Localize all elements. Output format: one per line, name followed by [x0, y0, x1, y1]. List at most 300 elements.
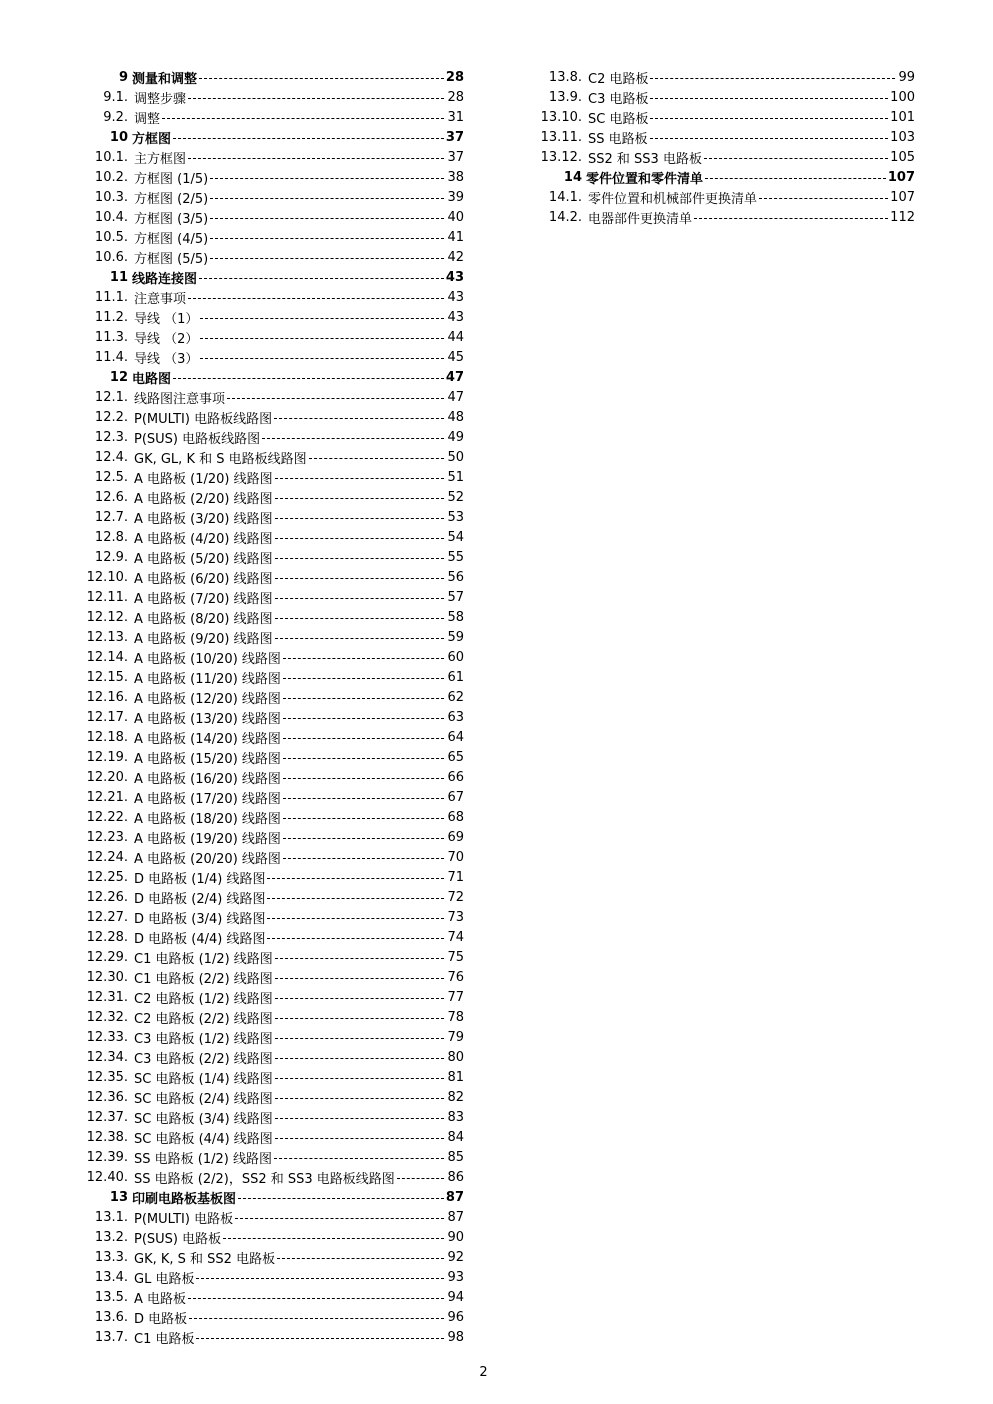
toc-entry-number: 12.30. [86, 969, 128, 985]
toc-entry-number: 12.22. [86, 809, 128, 825]
toc-entry-page: 75 [447, 949, 464, 965]
toc-entry-title: A 电路板 (2/20) 线路图 [134, 491, 273, 507]
toc-entry-page: 69 [447, 829, 464, 845]
toc-entry-number: 12.11. [86, 589, 128, 605]
toc-entry-number: 12.24. [86, 849, 128, 865]
toc-entry-page: 92 [447, 1249, 464, 1265]
toc-leader-line [275, 1018, 444, 1019]
toc-leader-line [267, 898, 444, 899]
toc-entry-number: 14.1. [548, 189, 582, 205]
toc-leader-line [200, 358, 444, 359]
toc-leader-line [283, 658, 444, 659]
toc-entry-title: 导线 （1） [134, 311, 199, 327]
toc-leader-line [275, 558, 444, 559]
toc-entry-title: A 电路板 (20/20) 线路图 [134, 851, 281, 867]
toc-entry-title: A 电路板 (7/20) 线路图 [134, 591, 273, 607]
toc-entry-page: 54 [447, 529, 464, 545]
toc-entry[interactable] [60, 1007, 464, 1027]
toc-entry-page: 94 [447, 1289, 464, 1305]
toc-entry-page: 50 [447, 449, 464, 465]
toc-entry-number: 9.1. [103, 89, 128, 105]
toc-leader-line [267, 938, 444, 939]
toc-entry[interactable] [60, 107, 464, 127]
toc-entry-number: 12.13. [86, 629, 128, 645]
toc-entry-number: 13.3. [94, 1249, 128, 1265]
toc-entry-page: 87 [445, 1189, 464, 1205]
toc-leader-line [223, 1238, 444, 1239]
toc-entry-page: 87 [447, 1209, 464, 1225]
toc-entry-number: 10.1. [94, 149, 128, 165]
toc-entry-title: 方框图 (3/5) [134, 211, 209, 227]
toc-entry-page: 56 [447, 569, 464, 585]
toc-leader-line [283, 678, 444, 679]
toc-entry[interactable] [60, 327, 464, 347]
toc-entry[interactable] [60, 847, 464, 867]
toc-entry-number: 12.37. [86, 1109, 128, 1125]
toc-entry-title: 方框图 (2/5) [134, 191, 209, 207]
toc-leader-line [650, 98, 888, 99]
toc-entry[interactable] [60, 1207, 464, 1227]
toc-entry-title: A 电路板 (4/20) 线路图 [134, 531, 273, 547]
toc-entry-title: D 电路板 (2/4) 线路图 [134, 891, 266, 907]
toc-entry-page: 37 [445, 129, 464, 145]
toc-entry-number: 13.9. [548, 89, 582, 105]
toc-leader-line [210, 218, 444, 219]
toc-entry-title: 导线 （3） [134, 351, 199, 367]
toc-entry-number: 12.10. [86, 569, 128, 585]
toc-entry-number: 11.1. [94, 289, 128, 305]
toc-leader-line [275, 518, 444, 519]
toc-entry[interactable] [60, 507, 464, 527]
toc-entry-number: 12.2. [94, 409, 128, 425]
toc-entry-page: 58 [447, 609, 464, 625]
toc-entry-title: SC 电路板 (2/4) 线路图 [134, 1091, 273, 1107]
toc-entry-title: P(MULTI) 电路板线路图 [134, 411, 273, 427]
toc-leader-line [196, 1338, 444, 1339]
toc-leader-line [650, 78, 895, 79]
toc-entry[interactable] [60, 727, 464, 747]
toc-entry-page: 65 [447, 749, 464, 765]
toc-entry-page: 90 [447, 1229, 464, 1245]
toc-entry[interactable] [60, 707, 464, 727]
toc-entry[interactable] [60, 927, 464, 947]
toc-entry[interactable] [510, 87, 915, 107]
toc-entry-page: 51 [447, 469, 464, 485]
toc-entry-number: 10.6. [94, 249, 128, 265]
toc-leader-line [227, 398, 444, 399]
toc-entry-title: SS 电路板 [588, 131, 648, 147]
toc-entry-page: 28 [447, 89, 464, 105]
toc-entry-page: 41 [447, 229, 464, 245]
toc-entry-title: C1 电路板 [134, 1331, 195, 1347]
toc-entry-number: 12.33. [86, 1029, 128, 1045]
toc-entry-page: 45 [447, 349, 464, 365]
toc-entry-page: 71 [447, 869, 464, 885]
toc-leader-line [275, 478, 444, 479]
toc-entry[interactable] [60, 1267, 464, 1287]
toc-leader-line [275, 1058, 444, 1059]
toc-entry-page: 72 [447, 889, 464, 905]
toc-entry-number: 12.40. [86, 1169, 128, 1185]
toc-entry-title: A 电路板 (9/20) 线路图 [134, 631, 273, 647]
toc-chapter-entry[interactable] [60, 267, 464, 287]
toc-entry[interactable] [60, 527, 464, 547]
toc-chapter-entry[interactable] [510, 167, 915, 187]
toc-entry-page: 42 [447, 249, 464, 265]
toc-entry-page: 79 [447, 1029, 464, 1045]
toc-leader-line [309, 458, 444, 459]
toc-entry-page: 55 [447, 549, 464, 565]
toc-entry[interactable] [60, 547, 464, 567]
toc-entry-page: 57 [447, 589, 464, 605]
toc-entry-number: 13.11. [540, 129, 582, 145]
toc-entry-number: 12.21. [86, 789, 128, 805]
toc-entry[interactable] [60, 967, 464, 987]
toc-leader-line [196, 1278, 444, 1279]
toc-entry-number: 10 [109, 129, 128, 145]
toc-entry-page: 61 [447, 669, 464, 685]
toc-entry-title: P(MULTI) 电路板 [134, 1211, 234, 1227]
toc-leader-line [283, 718, 444, 719]
toc-entry-title: A 电路板 (6/20) 线路图 [134, 571, 273, 587]
toc-entry-number: 10.5. [94, 229, 128, 245]
toc-entry-number: 12.3. [94, 429, 128, 445]
toc-entry[interactable] [60, 447, 464, 467]
toc-entry-number: 12.18. [86, 729, 128, 745]
toc-leader-line [200, 338, 444, 339]
toc-entry[interactable] [60, 387, 464, 407]
toc-entry-number: 13.12. [540, 149, 582, 165]
toc-entry[interactable] [60, 567, 464, 587]
toc-chapter-entry[interactable] [60, 1187, 464, 1207]
toc-entry[interactable] [60, 867, 464, 887]
toc-entry-page: 70 [447, 849, 464, 865]
toc-entry-page: 85 [447, 1149, 464, 1165]
toc-entry[interactable] [60, 1047, 464, 1067]
toc-entry-number: 12.38. [86, 1129, 128, 1145]
toc-entry[interactable] [60, 287, 464, 307]
toc-entry[interactable] [60, 347, 464, 367]
toc-entry-title: 印刷电路板基板图 [132, 1191, 237, 1207]
toc-entry-page: 66 [447, 769, 464, 785]
toc-entry-page: 86 [447, 1169, 464, 1185]
toc-entry-page: 68 [447, 809, 464, 825]
toc-entry-title: A 电路板 (19/20) 线路图 [134, 831, 281, 847]
toc-entry-title: SC 电路板 (1/4) 线路图 [134, 1071, 273, 1087]
toc-entry-title: A 电路板 (1/20) 线路图 [134, 471, 273, 487]
toc-entry[interactable] [510, 147, 915, 167]
toc-entry[interactable] [60, 1287, 464, 1307]
toc-entry-number: 10.4. [94, 209, 128, 225]
toc-entry[interactable] [60, 207, 464, 227]
toc-entry-title: 方框图 (4/5) [134, 231, 209, 247]
toc-entry[interactable] [60, 987, 464, 1007]
toc-entry[interactable] [60, 747, 464, 767]
toc-entry-page: 43 [447, 289, 464, 305]
page-number: 2 [479, 1365, 488, 1380]
toc-leader-line [210, 258, 444, 259]
toc-entry-page: 103 [890, 129, 915, 145]
toc-entry-page: 98 [447, 1329, 464, 1345]
toc-entry-page: 100 [890, 89, 915, 105]
toc-entry[interactable] [60, 947, 464, 967]
toc-entry-title: A 电路板 (17/20) 线路图 [134, 791, 281, 807]
toc-entry-page: 93 [447, 1269, 464, 1285]
toc-leader-line [238, 1198, 444, 1199]
toc-entry-number: 12.35. [86, 1069, 128, 1085]
toc-entry-title: 线路连接图 [132, 271, 198, 287]
toc-leader-line [283, 798, 444, 799]
toc-entry-title: GK, GL, K 和 S 电路板线路图 [134, 451, 307, 467]
toc-leader-line [188, 158, 444, 159]
toc-entry-number: 12.16. [86, 689, 128, 705]
toc-entry[interactable] [60, 1127, 464, 1147]
toc-entry[interactable] [60, 1087, 464, 1107]
toc-entry-page: 77 [447, 989, 464, 1005]
toc-entry-number: 12.36. [86, 1089, 128, 1105]
toc-entry-number: 13.7. [94, 1329, 128, 1345]
toc-entry-number: 12.19. [86, 749, 128, 765]
toc-leader-line [283, 738, 444, 739]
toc-chapter-entry[interactable] [60, 127, 464, 147]
toc-entry-number: 12.6. [94, 489, 128, 505]
toc-entry-number: 14 [563, 169, 582, 185]
toc-entry[interactable] [60, 1027, 464, 1047]
toc-entry[interactable] [510, 127, 915, 147]
toc-entry-number: 12.31. [86, 989, 128, 1005]
toc-entry-title: A 电路板 (12/20) 线路图 [134, 691, 281, 707]
toc-entry[interactable] [60, 687, 464, 707]
toc-entry-page: 80 [447, 1049, 464, 1065]
toc-leader-line [200, 318, 444, 319]
toc-entry[interactable] [60, 827, 464, 847]
toc-entry-number: 12 [109, 369, 128, 385]
toc-entry[interactable] [60, 1167, 464, 1187]
toc-entry-number: 12.34. [86, 1049, 128, 1065]
toc-entry-title: C2 电路板 (1/2) 线路图 [134, 991, 273, 1007]
toc-entry[interactable] [60, 147, 464, 167]
toc-entry-number: 12.23. [86, 829, 128, 845]
toc-entry-title: D 电路板 (4/4) 线路图 [134, 931, 266, 947]
toc-entry-number: 12.7. [94, 509, 128, 525]
toc-leader-line [210, 238, 444, 239]
toc-entry-number: 12.8. [94, 529, 128, 545]
toc-entry-number: 14.2. [548, 209, 582, 225]
toc-entry-title: 调整步骤 [134, 91, 187, 107]
toc-entry-number: 11.2. [94, 309, 128, 325]
toc-leader-line [274, 1158, 444, 1159]
toc-leader-line [275, 538, 444, 539]
toc-entry-page: 60 [447, 649, 464, 665]
toc-entry-title: 线路图注意事项 [134, 391, 226, 407]
toc-entry-page: 38 [447, 169, 464, 185]
toc-entry[interactable] [60, 1147, 464, 1167]
toc-entry-page: 99 [898, 69, 915, 85]
toc-entry[interactable] [60, 627, 464, 647]
toc-leader-line [283, 758, 444, 759]
toc-entry-page: 101 [890, 109, 915, 125]
toc-entry-title: C3 电路板 (1/2) 线路图 [134, 1031, 273, 1047]
toc-entry-number: 12.28. [86, 929, 128, 945]
toc-entry-number: 11.3. [94, 329, 128, 345]
toc-leader-line [275, 638, 444, 639]
toc-entry[interactable] [510, 107, 915, 127]
toc-entry-number: 13.2. [94, 1229, 128, 1245]
toc-entry-number: 12.12. [86, 609, 128, 625]
toc-entry-page: 84 [447, 1129, 464, 1145]
toc-entry[interactable] [60, 467, 464, 487]
toc-entry[interactable] [510, 187, 915, 207]
toc-entry-number: 12.5. [94, 469, 128, 485]
toc-leader-line [189, 1318, 444, 1319]
toc-entry-number: 12.1. [94, 389, 128, 405]
toc-entry-number: 13.4. [94, 1269, 128, 1285]
toc-leader-line [162, 118, 444, 119]
toc-entry-title: A 电路板 (13/20) 线路图 [134, 711, 281, 727]
toc-entry[interactable] [60, 87, 464, 107]
toc-leader-line [283, 818, 444, 819]
toc-entry-page: 67 [447, 789, 464, 805]
toc-leader-line [210, 178, 444, 179]
toc-entry[interactable] [60, 1307, 464, 1327]
toc-leader-line [199, 278, 444, 279]
toc-entry-number: 12.4. [94, 449, 128, 465]
toc-entry-number: 12.29. [86, 949, 128, 965]
toc-entry[interactable] [60, 607, 464, 627]
toc-entry-number: 13.1. [94, 1209, 128, 1225]
toc-leader-line [275, 998, 444, 999]
toc-entry-title: C1 电路板 (1/2) 线路图 [134, 951, 273, 967]
toc-leader-line [267, 918, 444, 919]
toc-entry-number: 9 [118, 69, 128, 85]
toc-entry-title: 注意事项 [134, 291, 187, 307]
toc-entry-title: D 电路板 (1/4) 线路图 [134, 871, 266, 887]
toc-entry[interactable] [60, 1327, 464, 1347]
toc-entry[interactable] [60, 667, 464, 687]
toc-entry-page: 73 [447, 909, 464, 925]
toc-entry-title: SC 电路板 [588, 111, 649, 127]
toc-entry-number: 12.25. [86, 869, 128, 885]
toc-entry[interactable] [60, 167, 464, 187]
toc-entry-number: 13 [109, 1189, 128, 1205]
toc-entry-title: 主方框图 [134, 151, 187, 167]
toc-entry-title: C2 电路板 [588, 71, 649, 87]
toc-entry-title: A 电路板 (18/20) 线路图 [134, 811, 281, 827]
toc-entry-page: 49 [447, 429, 464, 445]
toc-entry[interactable] [60, 247, 464, 267]
toc-entry[interactable] [60, 887, 464, 907]
toc-entry[interactable] [60, 767, 464, 787]
toc-entry-page: 74 [447, 929, 464, 945]
toc-entry-title: 方框图 (1/5) [134, 171, 209, 187]
toc-entry-title: A 电路板 (8/20) 线路图 [134, 611, 273, 627]
toc-entry-page: 107 [887, 169, 915, 185]
toc-entry-number: 13.5. [94, 1289, 128, 1305]
toc-leader-line [188, 98, 444, 99]
toc-entry-page: 63 [447, 709, 464, 725]
toc-entry[interactable] [60, 307, 464, 327]
toc-entry-number: 12.17. [86, 709, 128, 725]
toc-entry-page: 52 [447, 489, 464, 505]
toc-entry-page: 47 [445, 369, 464, 385]
toc-entry-title: C2 电路板 (2/2) 线路图 [134, 1011, 273, 1027]
toc-leader-line [173, 378, 444, 379]
toc-entry[interactable] [60, 647, 464, 667]
toc-entry[interactable] [60, 227, 464, 247]
toc-entry-number: 12.32. [86, 1009, 128, 1025]
toc-entry-title: 电器部件更换清单 [588, 211, 693, 227]
toc-entry-page: 62 [447, 689, 464, 705]
toc-entry-title: D 电路板 (3/4) 线路图 [134, 911, 266, 927]
toc-entry-title: SS 电路板 (2/2)，SS2 和 SS3 电路板线路图 [134, 1171, 395, 1187]
toc-entry[interactable] [60, 1247, 464, 1267]
toc-entry-number: 11 [109, 269, 128, 285]
toc-leader-line [275, 1138, 444, 1139]
toc-entry-title: A 电路板 (10/20) 线路图 [134, 651, 281, 667]
toc-entry-page: 105 [890, 149, 915, 165]
toc-entry-page: 82 [447, 1089, 464, 1105]
toc-leader-line [275, 978, 444, 979]
toc-chapter-entry[interactable] [60, 67, 464, 87]
toc-entry-title: 零件位置和机械部件更换清单 [588, 191, 758, 207]
toc-entry-title: GL 电路板 [134, 1271, 195, 1287]
toc-entry[interactable] [510, 207, 915, 227]
toc-entry[interactable] [60, 487, 464, 507]
toc-leader-line [275, 1078, 444, 1079]
toc-entry-number: 9.2. [103, 109, 128, 125]
toc-entry-page: 78 [447, 1009, 464, 1025]
toc-entry-title: D 电路板 [134, 1311, 188, 1327]
toc-leader-line [283, 778, 444, 779]
toc-entry-page: 47 [447, 389, 464, 405]
toc-entry[interactable] [60, 1067, 464, 1087]
toc-entry[interactable] [60, 187, 464, 207]
toc-entry-number: 13.10. [540, 109, 582, 125]
toc-chapter-entry[interactable] [60, 367, 464, 387]
toc-entry[interactable] [60, 1107, 464, 1127]
toc-entry-number: 12.9. [94, 549, 128, 565]
toc-entry-page: 64 [447, 729, 464, 745]
toc-entry-title: 方框图 [132, 131, 172, 147]
toc-entry-title: 方框图 (5/5) [134, 251, 209, 267]
toc-entry-title: A 电路板 (5/20) 线路图 [134, 551, 273, 567]
toc-leader-line [705, 178, 886, 179]
toc-entry[interactable] [60, 407, 464, 427]
toc-entry-page: 81 [447, 1069, 464, 1085]
toc-entry[interactable] [60, 807, 464, 827]
toc-leader-line [277, 1258, 444, 1259]
toc-leader-line [275, 1098, 444, 1099]
toc-entry[interactable] [60, 427, 464, 447]
toc-leader-line [694, 218, 888, 219]
toc-entry-number: 11.4. [94, 349, 128, 365]
toc-entry[interactable] [60, 787, 464, 807]
toc-leader-line [235, 1218, 444, 1219]
toc-entry-page: 43 [447, 309, 464, 325]
toc-entry-page: 76 [447, 969, 464, 985]
toc-leader-line [275, 498, 444, 499]
toc-entry[interactable] [60, 907, 464, 927]
toc-entry-title: C3 电路板 [588, 91, 649, 107]
toc-leader-line [275, 958, 444, 959]
toc-leader-line [199, 78, 444, 79]
toc-entry-number: 12.15. [86, 669, 128, 685]
toc-entry[interactable] [60, 1227, 464, 1247]
toc-entry[interactable] [60, 587, 464, 607]
toc-entry[interactable] [510, 67, 915, 87]
toc-leader-line [210, 198, 444, 199]
toc-entry-title: 调整 [134, 111, 161, 127]
